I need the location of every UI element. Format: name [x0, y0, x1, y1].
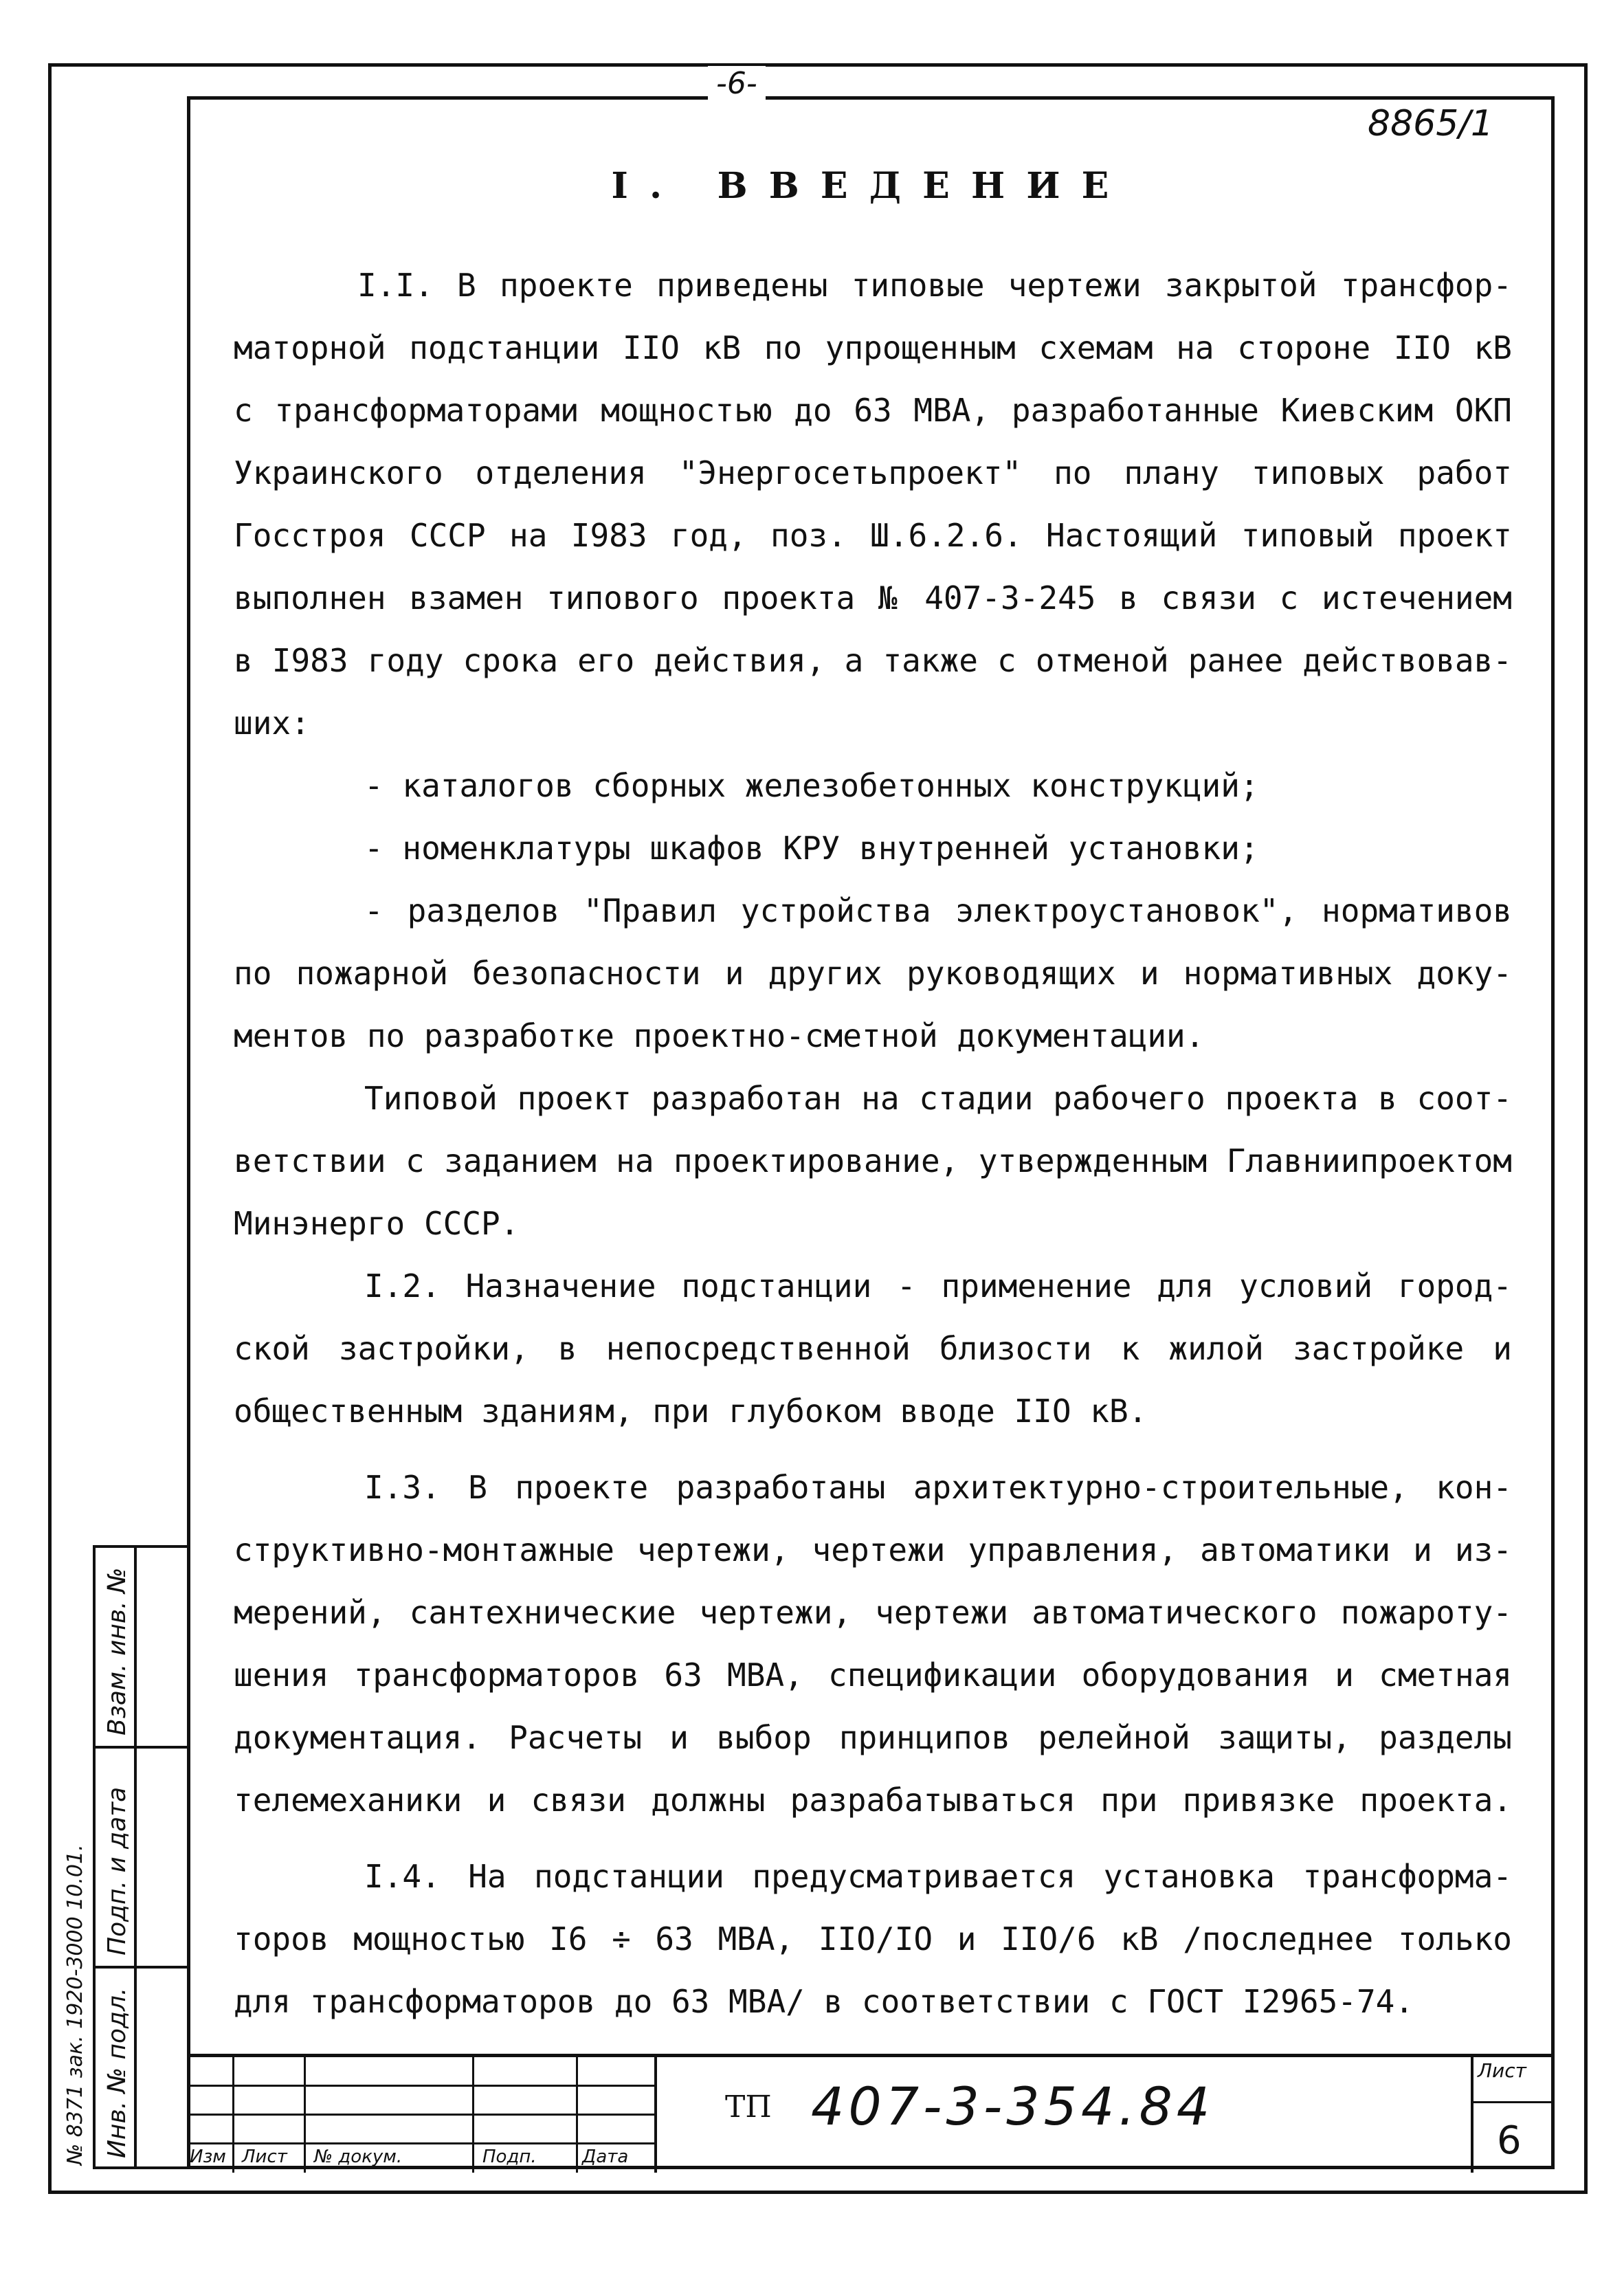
text-line: I.3. В проекте разработаны архитектурно-строительные, кон- — [364, 1469, 1512, 1506]
side-stamp-sign-label: Подп. и дата — [103, 1786, 131, 1955]
tb-col-line — [472, 2057, 474, 2173]
paragraph-1-1 — [234, 254, 1512, 755]
tb-label-date: Дата — [582, 2147, 629, 2167]
text-line: телемеханики и связи должны разрабатываться при привязке проекта. — [234, 1782, 1512, 1819]
text-line: I.4. На подстанции предусматривается установка трансформа- — [364, 1858, 1512, 1895]
side-stamp-divider — [134, 1545, 137, 2169]
text-line: ской застройки, в непосредственной близости к жилой застройке и — [234, 1330, 1512, 1367]
text-line: ментов по разработке проектно-сметной документации. — [234, 1017, 1205, 1054]
tb-project-code: 407-3-354.84 — [811, 2076, 1214, 2137]
tb-row-line — [187, 2142, 654, 2144]
text-line: структивно-монтажные чертежи, чертежи управления, автоматики и из- — [234, 1531, 1512, 1568]
list-item: - разделов "Правил устройства электроустановок", нормативов — [364, 892, 1512, 929]
text-line: Украинского отделения "Энергосетьпроект" по плану типовых работ — [234, 454, 1512, 491]
side-stamp-replace-label: Взам. инв. № — [103, 1567, 131, 1736]
tb-prefix: ТП — [725, 2089, 772, 2125]
list-block — [234, 755, 1512, 1067]
text-line: по пожарной безопасности и других руководящих и нормативных доку- — [234, 955, 1512, 992]
side-stamp-divider — [93, 1966, 187, 1969]
tb-row-line — [1471, 2101, 1555, 2103]
text-line: выполнен взамен типового проекта № 407-3-245 в связи с истечением — [234, 579, 1512, 617]
text-line: маторной подстанции IIO кВ по упрощенным схемам на стороне IIO кВ — [234, 329, 1512, 366]
list-item: - каталогов сборных железобетонных конструкций; — [364, 767, 1259, 804]
list-item: - номенклатуры шкафов КРУ внутренней установки; — [364, 830, 1259, 867]
side-stamp-divider — [93, 1746, 187, 1749]
tb-label-doc: № докум. — [314, 2147, 403, 2167]
tb-row-line — [187, 2085, 654, 2087]
text-line: торов мощностью I6 ÷ 63 МВА, IIO/IO и IIO/6 кВ /последнее только — [234, 1920, 1512, 1958]
tb-row-line — [187, 2114, 654, 2116]
paragraph-1-4 — [234, 1845, 1512, 2033]
tb-label-list: Лист — [242, 2147, 287, 2167]
text-line: с трансформаторами мощностью до 63 МВА, разработанные Киевским ОКП — [234, 392, 1512, 429]
text-line: в I983 году срока его действия, а также с отменой ранее действовав- — [234, 642, 1512, 679]
tb-col-line — [654, 2057, 657, 2173]
text-line: шения трансформаторов 63 МВА, спецификации оборудования и сметная — [234, 1656, 1512, 1694]
page-marker: -6- — [708, 66, 766, 101]
tb-sheet-number: 6 — [1497, 2118, 1522, 2163]
tb-sheet-label: Лист — [1478, 2059, 1526, 2082]
text-line: Типовой проект разработан на стадии рабочего проекта в соот- — [364, 1080, 1512, 1117]
section-heading: I. ВВЕДЕНИЕ — [611, 165, 1131, 207]
tb-col-line — [576, 2057, 578, 2173]
paragraph-1-3 — [234, 1456, 1512, 1832]
side-stamp-inv-label: Инв. № подл. — [103, 1987, 131, 2158]
text-line: Госстроя СССР на I983 год, поз. Ш.6.2.6. Настоящий типовый проект — [234, 517, 1512, 554]
text-line: для трансформаторов до 63 МВА/ в соответствии с ГОСТ I2965-74. — [234, 1983, 1414, 2020]
tb-col-line — [1471, 2057, 1473, 2173]
tb-label-sign: Подп. — [482, 2147, 537, 2167]
tb-label-izm: Изм — [190, 2147, 226, 2167]
text-line: I.2. Назначение подстанции - применение для условий город- — [364, 1267, 1512, 1305]
tb-col-line — [304, 2057, 306, 2173]
body-text — [234, 254, 1512, 2033]
text-line: ветствии с заданием на проектирование, утвержденным Главниипроектом — [234, 1142, 1512, 1179]
text-line: мерений, сантехнические чертежи, чертежи автоматического пожароту- — [234, 1594, 1512, 1631]
side-stamp-outer-text: № 8371 зак. 1920-3000 10.01. — [63, 1844, 87, 2165]
text-line: ших: — [234, 705, 310, 742]
paragraph-1-2 — [234, 1255, 1512, 1443]
text-line: документация. Расчеты и выбор принципов релейной защиты, разделы — [234, 1719, 1512, 1756]
text-line: общественным зданиям, при глубоком вводе IIO кВ. — [234, 1393, 1148, 1430]
doc-number: 8865/1 — [1368, 103, 1493, 144]
tb-col-line — [232, 2057, 234, 2173]
text-line: Минэнерго СССР. — [234, 1205, 520, 1242]
text-line: I.I. В проекте приведены типовые чертежи закрытой трансфор- — [357, 267, 1512, 304]
paragraph-type-project — [234, 1067, 1512, 1255]
